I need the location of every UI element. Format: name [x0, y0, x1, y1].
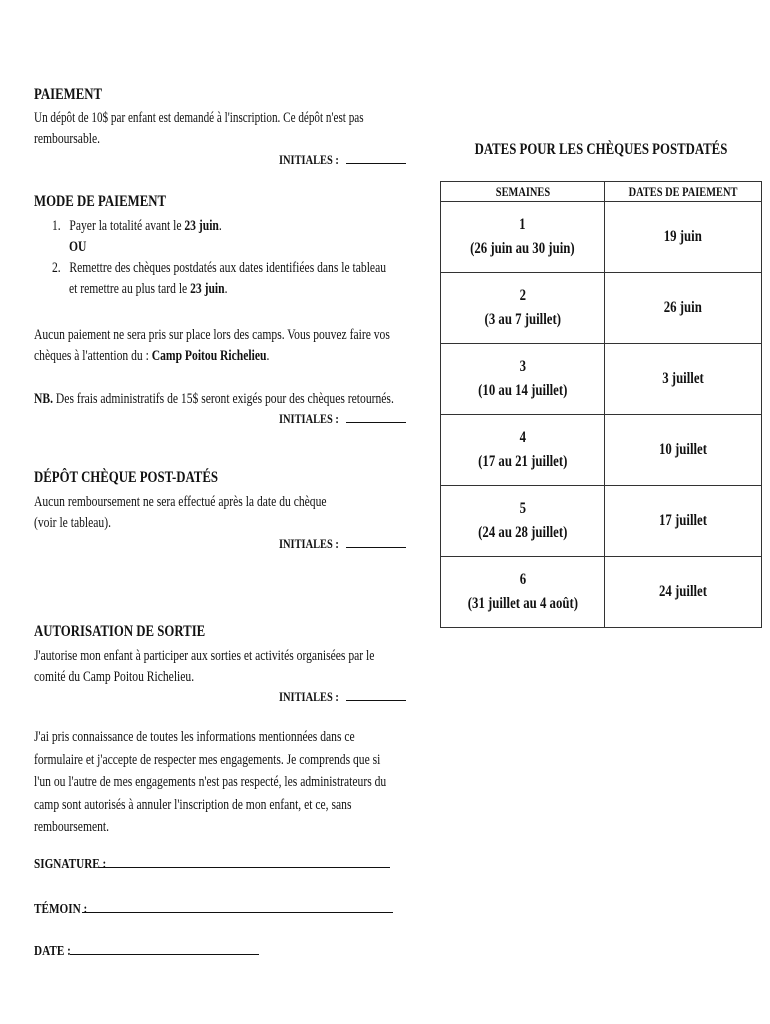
mode-title: MODE DE PAIEMENT: [34, 193, 167, 210]
table-row: 6 (31 juillet au 4 août) 24 juillet: [441, 557, 762, 628]
depot-title: DÉPÔT CHÈQUE POST-DATÉS: [34, 469, 218, 486]
depot-text: Aucun remboursement ne sera effectué après la date du chèque (voir le tableau).: [34, 494, 327, 531]
table-row: 3 (10 au 14 juillet) 3 juillet: [441, 344, 762, 415]
table-row: 5 (24 au 28 juillet) 17 juillet: [441, 486, 762, 557]
mode-item-1: 1. Payer la totalité avant le 23 juin.: [52, 218, 222, 234]
autorisation-text: J'autorise mon enfant à participer aux sorties et activités organisées par le comité du Camp Poitou Richelieu.: [34, 648, 375, 685]
initials-line[interactable]: [346, 422, 406, 423]
initials-line[interactable]: [346, 700, 406, 701]
signature-row: SIGNATURE :: [34, 857, 390, 873]
temoin-field[interactable]: [82, 912, 393, 913]
col-header-dates: DATES DE PAIEMENT: [605, 182, 762, 202]
paiement-title: PAIEMENT: [34, 86, 103, 103]
mode-list: 1. Payer la totalité avant le 23 juin. OU 2. Remettre des chèques postdatés aux dates identifiées dans le tableau et remettre au plus tard le 23 juin.: [52, 216, 397, 300]
date-field[interactable]: [70, 954, 259, 955]
nb-note: NB. Des frais administratifs de 15$ seront exigés pour des chèques retournés.: [34, 391, 394, 407]
initials-line[interactable]: [346, 547, 406, 548]
autorisation-title: AUTORISATION DE SORTIE: [34, 623, 206, 640]
table-title: DATES POUR LES CHÈQUES POSTDATÉS: [474, 141, 728, 158]
mode-initials: INITIALES :: [279, 411, 406, 427]
autorisation-initials: INITIALES :: [279, 689, 406, 705]
payment-dates-table: [440, 181, 762, 628]
temoin-row: TÉMOIN :: [34, 902, 393, 918]
table-row: 2 (3 au 7 juillet) 26 juin: [441, 273, 762, 344]
signature-field[interactable]: [99, 867, 390, 868]
table-row: 1 (26 juin au 30 juin) 19 juin: [441, 202, 762, 273]
mode-paragraph: Aucun paiement ne sera pris sur place lors des camps. Vous pouvez faire vos chèques à l'attention du : Camp Poitou Richelieu.: [34, 327, 390, 364]
mode-item-2: 2. Remettre des chèques postdatés aux dates identifiées dans le tableau: [52, 260, 387, 276]
engagement-text: J'ai pris connaissance de toutes les informations mentionnées dans ce formulaire et j'accepte de respecter mes engagements. Je comprends que si l'un ou l'autre de mes engagements n'est pas respecté, les administrateurs du camp sont autorisés à annuler l'inscription de mon enfant, et ce, sans remboursement.: [34, 729, 387, 835]
mode-ou: OU: [69, 239, 87, 255]
table-row: 4 (17 au 21 juillet) 10 juillet: [441, 415, 762, 486]
paiement-text: Un dépôt de 10$ par enfant est demandé à l'inscription. Ce dépôt n'est pas remboursable.: [34, 110, 364, 147]
paiement-initials: INITIALES :: [279, 152, 406, 168]
depot-initials: INITIALES :: [279, 536, 406, 552]
date-row: DATE :: [34, 944, 259, 960]
initials-line[interactable]: [346, 163, 406, 164]
col-header-semaines: SEMAINES: [441, 182, 605, 202]
